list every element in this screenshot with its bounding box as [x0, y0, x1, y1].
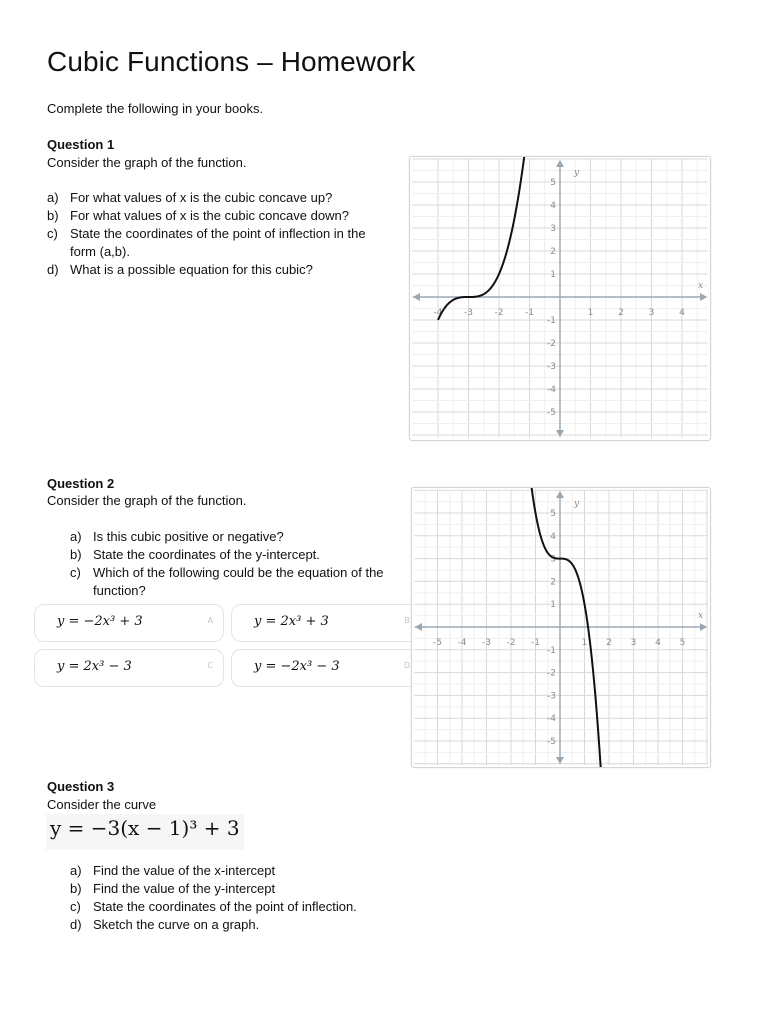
- y-tick-label: -5: [547, 737, 556, 747]
- item-text: State the coordinates of the point of inflection in the form (a,b).: [70, 226, 366, 259]
- item-letter: a): [70, 863, 82, 878]
- choice-letter: D: [403, 661, 410, 670]
- list-item: [70, 546, 400, 564]
- q2-graph: [411, 487, 711, 768]
- q2-graph-svg: [412, 488, 710, 767]
- y-axis-label: y: [574, 499, 580, 509]
- y-tick-label: -5: [547, 408, 556, 418]
- item-letter: a): [47, 190, 59, 205]
- item-letter: a): [70, 529, 82, 544]
- choice-equation: y = 2x³ + 3: [254, 614, 329, 629]
- y-tick-label: -4: [547, 385, 556, 395]
- x-tick-label: 4: [655, 638, 661, 648]
- x-tick-label: 3: [630, 638, 637, 648]
- q3-prompt: Consider the curve: [47, 797, 157, 812]
- y-tick-label: 3: [550, 224, 556, 234]
- y-tick-label: 2: [550, 577, 556, 588]
- item-text: What is a possible equation for this cubic?: [70, 262, 313, 277]
- item-text: Find the value of the y-intercept: [93, 881, 276, 896]
- item-letter: b): [47, 208, 59, 223]
- item-letter: d): [47, 262, 59, 277]
- choice-letter: B: [404, 616, 410, 625]
- x-tick-label: -2: [506, 638, 516, 648]
- x-axis-arrow-right: [700, 293, 707, 301]
- item-letter: d): [70, 917, 82, 932]
- item-text: State the coordinates of the point of inflection.: [93, 899, 357, 914]
- q1-graph: [409, 156, 711, 441]
- list-item: [70, 916, 450, 934]
- x-tick-label: -3: [464, 308, 473, 318]
- list-item: [47, 225, 387, 261]
- item-letter: c): [47, 226, 58, 241]
- q3-list: [70, 862, 450, 934]
- x-tick-label: -3: [482, 638, 491, 648]
- item-text: Which of the following could be the equation of the function?: [93, 565, 384, 598]
- y-axis-arrow-up: [556, 491, 564, 498]
- y-tick-label: 1: [550, 600, 556, 611]
- list-item: [47, 207, 387, 225]
- x-tick-label: 2: [618, 308, 624, 318]
- y-tick-label: -3: [547, 691, 556, 702]
- q3-heading: Question 3: [47, 779, 115, 794]
- item-letter: c): [70, 899, 81, 914]
- y-tick-label: -2: [547, 339, 556, 349]
- q1-list: [47, 189, 387, 279]
- y-axis-label: y: [574, 168, 580, 178]
- y-tick-label: 4: [550, 201, 556, 211]
- choice-equation: y = −2x³ − 3: [254, 659, 340, 674]
- list-item: [47, 261, 387, 279]
- x-axis-arrow-left: [413, 293, 420, 301]
- y-tick-label: 5: [550, 178, 556, 188]
- q1-prompt: Consider the graph of the function.: [47, 155, 247, 170]
- choice-c-button[interactable]: [34, 649, 224, 687]
- page-title: Cubic Functions – Homework: [47, 46, 416, 77]
- item-text: Is this cubic positive or negative?: [93, 529, 284, 544]
- y-tick-label: 2: [550, 247, 556, 257]
- x-tick-label: -5: [433, 638, 442, 648]
- q1-graph-svg: [410, 157, 710, 440]
- choice-b-button[interactable]: [231, 604, 421, 642]
- x-axis-label: x: [698, 281, 704, 291]
- x-tick-label: 1: [581, 638, 588, 648]
- list-item: [70, 564, 400, 600]
- y-tick-label: -2: [547, 668, 556, 679]
- intro-text: Complete the following in your books.: [47, 101, 264, 116]
- item-letter: b): [70, 881, 82, 896]
- y-tick-label: -1: [547, 645, 556, 656]
- choice-d-button[interactable]: [231, 649, 421, 687]
- x-tick-label: 3: [648, 308, 655, 318]
- item-text: State the coordinates of the y-intercept.: [93, 547, 320, 562]
- item-text: For what values of x is the cubic concave up?: [70, 190, 333, 205]
- y-tick-label: -4: [547, 714, 556, 725]
- y-axis-arrow-down: [556, 757, 564, 764]
- list-item: [70, 898, 450, 916]
- y-tick-label: -1: [547, 316, 556, 326]
- choice-letter: C: [207, 661, 213, 670]
- list-item: [70, 880, 450, 898]
- q1-heading: Question 1: [47, 137, 115, 152]
- y-tick-label: 3: [550, 554, 556, 565]
- x-axis-arrow-left: [415, 623, 422, 631]
- y-axis-arrow-down: [556, 430, 564, 437]
- x-tick-label: 4: [679, 308, 685, 318]
- q2-list: [70, 528, 400, 600]
- choice-equation: y = 2x³ − 3: [57, 659, 132, 674]
- choice-equation: y = −2x³ + 3: [57, 614, 143, 629]
- list-item: [47, 189, 387, 207]
- list-item: [70, 862, 450, 880]
- x-tick-label: -4: [433, 308, 443, 318]
- x-tick-label: 2: [606, 638, 612, 648]
- y-tick-label: 4: [550, 531, 556, 542]
- q2-prompt: Consider the graph of the function.: [47, 493, 247, 508]
- y-tick-label: 5: [550, 509, 556, 519]
- item-text: For what values of x is the cubic concave down?: [70, 208, 349, 223]
- x-tick-label: -1: [531, 638, 540, 648]
- item-text: Sketch the curve on a graph.: [93, 917, 260, 932]
- list-item: [70, 528, 400, 546]
- q2-heading: Question 2: [47, 476, 115, 491]
- item-letter: b): [70, 547, 82, 562]
- x-tick-label: 5: [679, 638, 686, 648]
- y-tick-label: -3: [547, 362, 556, 372]
- item-text: Find the value of the x-intercept: [93, 863, 276, 878]
- x-tick-label: -4: [457, 638, 467, 648]
- choice-letter: A: [207, 616, 213, 625]
- x-tick-label: 1: [587, 308, 594, 318]
- item-letter: c): [70, 565, 81, 580]
- q3-equation: y = −3(x − 1)³ + 3: [46, 814, 244, 850]
- x-axis-arrow-right: [700, 623, 707, 631]
- x-axis-label: x: [698, 611, 704, 621]
- x-tick-label: -2: [494, 308, 504, 318]
- x-tick-label: -1: [525, 308, 534, 318]
- y-tick-label: 1: [550, 270, 556, 280]
- choice-a-button[interactable]: [34, 604, 224, 642]
- y-axis-arrow-up: [556, 160, 564, 167]
